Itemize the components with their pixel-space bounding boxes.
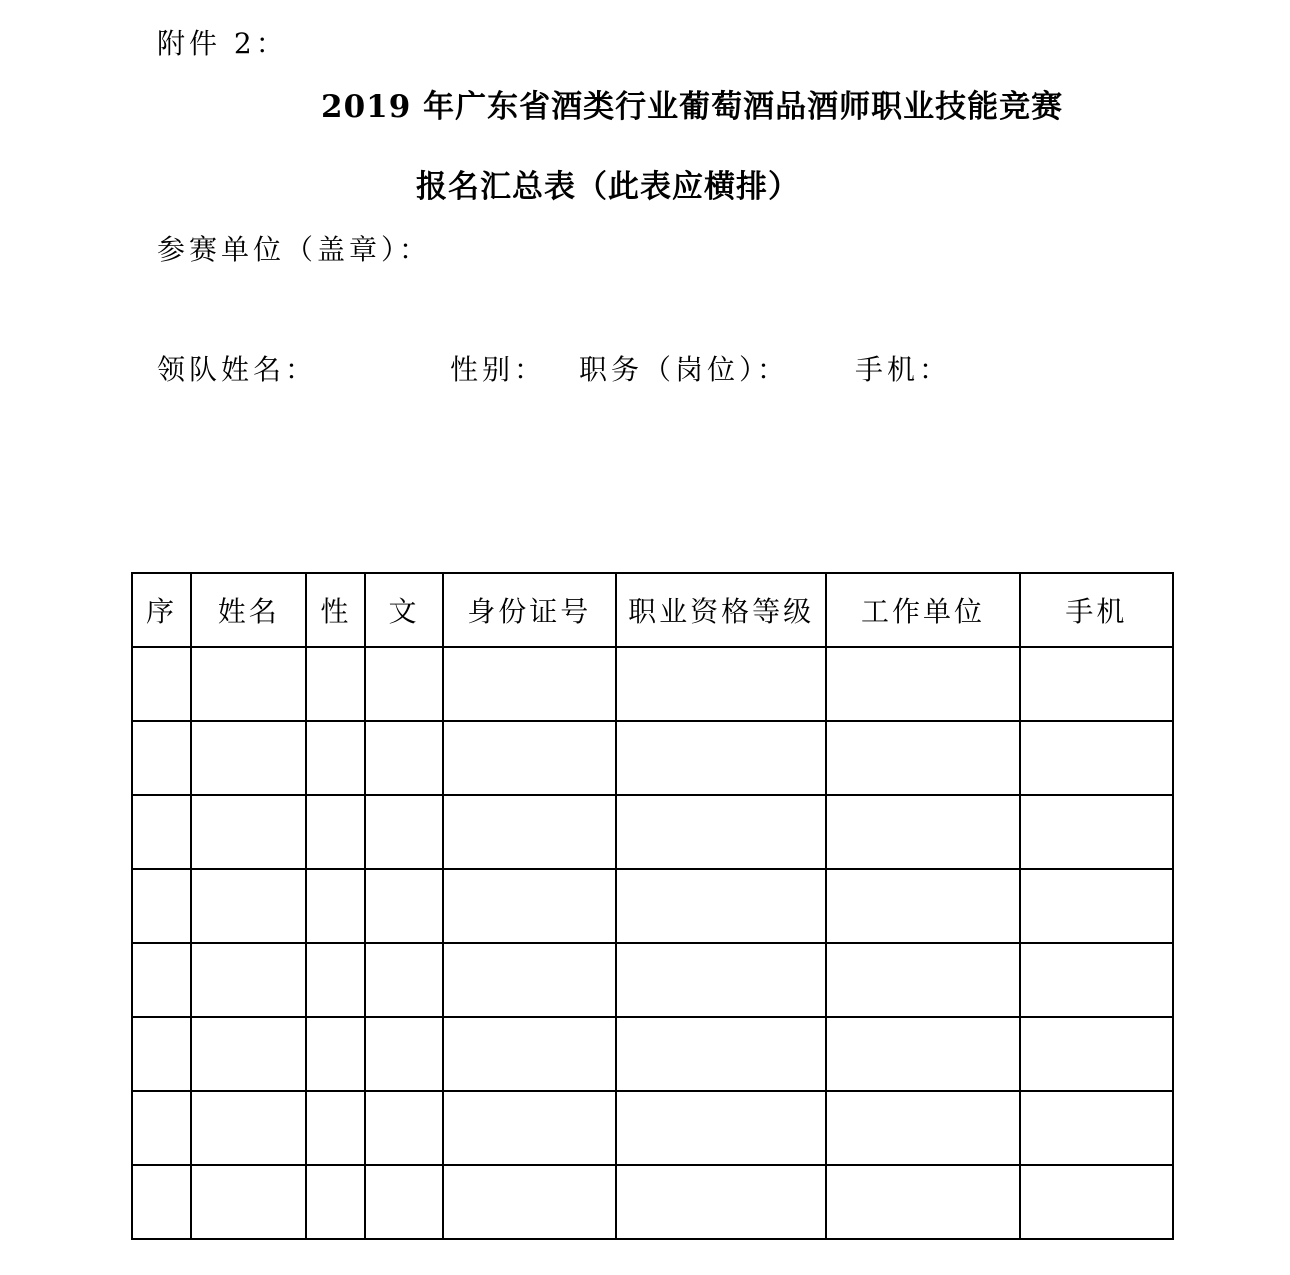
cell-phone[interactable] — [1020, 1091, 1173, 1165]
cell-id-number[interactable] — [443, 721, 616, 795]
cell-name[interactable] — [191, 1091, 306, 1165]
cell-serial[interactable] — [132, 1165, 191, 1239]
cell-work-unit[interactable] — [826, 1091, 1019, 1165]
cell-id-number[interactable] — [443, 869, 616, 943]
cell-education[interactable] — [365, 1017, 442, 1091]
cell-serial[interactable] — [132, 647, 191, 721]
cell-work-unit[interactable] — [826, 647, 1019, 721]
leader-position-label: 职务（岗位）： — [579, 353, 790, 386]
cell-name[interactable] — [191, 869, 306, 943]
cell-education[interactable] — [365, 869, 442, 943]
cell-phone[interactable] — [1020, 869, 1173, 943]
cell-serial[interactable] — [132, 1017, 191, 1091]
header-qualification-level: 职业资格等级 — [616, 573, 826, 647]
header-gender: 性 — [306, 573, 365, 647]
cell-education[interactable] — [365, 1165, 442, 1239]
cell-phone[interactable] — [1020, 1165, 1173, 1239]
cell-phone[interactable] — [1020, 647, 1173, 721]
cell-gender[interactable] — [306, 721, 365, 795]
cell-qualification-level[interactable] — [616, 1165, 826, 1239]
cell-name[interactable] — [191, 795, 306, 869]
cell-qualification-level[interactable] — [616, 647, 826, 721]
cell-id-number[interactable] — [443, 1017, 616, 1091]
cell-phone[interactable] — [1020, 795, 1173, 869]
cell-name[interactable] — [191, 1017, 306, 1091]
header-education: 文 — [365, 573, 442, 647]
cell-serial[interactable] — [132, 1091, 191, 1165]
cell-education[interactable] — [365, 1091, 442, 1165]
cell-work-unit[interactable] — [826, 1017, 1019, 1091]
cell-id-number[interactable] — [443, 647, 616, 721]
table-row — [132, 1017, 1173, 1091]
header-name: 姓名 — [191, 573, 306, 647]
document-subtitle: 报名汇总表（此表应横排） — [416, 169, 800, 205]
cell-work-unit[interactable] — [826, 1165, 1019, 1239]
cell-gender[interactable] — [306, 1017, 365, 1091]
table-row — [132, 869, 1173, 943]
cell-qualification-level[interactable] — [616, 1017, 826, 1091]
registration-table — [131, 572, 1174, 1240]
document-title: 2019 年广东省酒类行业葡萄酒品酒师职业技能竞赛 — [321, 89, 1064, 125]
cell-phone[interactable] — [1020, 943, 1173, 1017]
cell-qualification-level[interactable] — [616, 795, 826, 869]
table-row — [132, 721, 1173, 795]
table-header-row — [132, 573, 1173, 647]
cell-qualification-level[interactable] — [616, 869, 826, 943]
cell-name[interactable] — [191, 721, 306, 795]
cell-gender[interactable] — [306, 943, 365, 1017]
cell-gender[interactable] — [306, 1165, 365, 1239]
cell-education[interactable] — [365, 721, 442, 795]
cell-qualification-level[interactable] — [616, 1091, 826, 1165]
table-row — [132, 795, 1173, 869]
cell-gender[interactable] — [306, 647, 365, 721]
cell-name[interactable] — [191, 1165, 306, 1239]
cell-gender[interactable] — [306, 795, 365, 869]
cell-work-unit[interactable] — [826, 943, 1019, 1017]
cell-qualification-level[interactable] — [616, 721, 826, 795]
cell-id-number[interactable] — [443, 1091, 616, 1165]
cell-id-number[interactable] — [443, 1165, 616, 1239]
participating-unit-label: 参赛单位（盖章）： — [157, 233, 432, 266]
cell-work-unit[interactable] — [826, 795, 1019, 869]
cell-qualification-level[interactable] — [616, 943, 826, 1017]
cell-name[interactable] — [191, 647, 306, 721]
table-row — [132, 943, 1173, 1017]
cell-serial[interactable] — [132, 795, 191, 869]
leader-phone-label: 手机： — [855, 353, 952, 386]
header-id-number: 身份证号 — [443, 573, 616, 647]
header-work-unit: 工作单位 — [826, 573, 1019, 647]
cell-work-unit[interactable] — [826, 869, 1019, 943]
cell-name[interactable] — [191, 943, 306, 1017]
cell-phone[interactable] — [1020, 721, 1173, 795]
cell-gender[interactable] — [306, 869, 365, 943]
header-serial: 序 — [132, 573, 191, 647]
leader-name-label: 领队姓名： — [157, 353, 318, 386]
table-row — [132, 1091, 1173, 1165]
cell-serial[interactable] — [132, 943, 191, 1017]
table-row — [132, 1165, 1173, 1239]
cell-gender[interactable] — [306, 1091, 365, 1165]
cell-education[interactable] — [365, 943, 442, 1017]
header-phone: 手机 — [1020, 573, 1173, 647]
cell-education[interactable] — [365, 795, 442, 869]
cell-education[interactable] — [365, 647, 442, 721]
table-row — [132, 647, 1173, 721]
leader-gender-label: 性别： — [450, 353, 547, 386]
attachment-label: 附件 2： — [157, 27, 288, 60]
cell-work-unit[interactable] — [826, 721, 1019, 795]
cell-id-number[interactable] — [443, 943, 616, 1017]
cell-phone[interactable] — [1020, 1017, 1173, 1091]
cell-serial[interactable] — [132, 721, 191, 795]
cell-serial[interactable] — [132, 869, 191, 943]
cell-id-number[interactable] — [443, 795, 616, 869]
